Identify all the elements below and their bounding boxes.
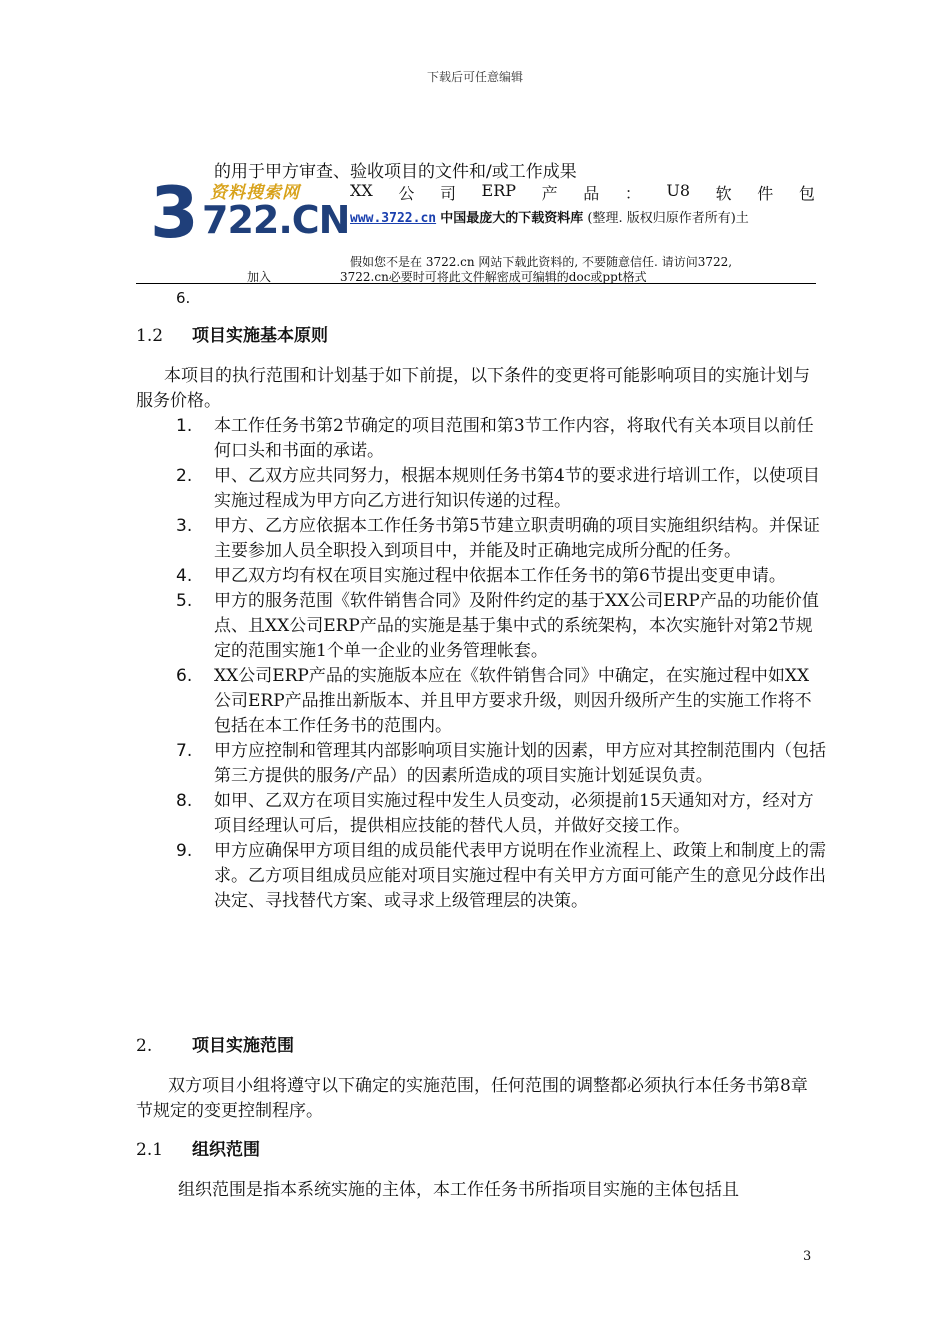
list-item	[176, 464, 826, 514]
join-label: 加入	[247, 270, 272, 284]
header-word: 包	[798, 184, 815, 203]
section-title: 项目实施基本原则	[192, 326, 328, 346]
site-logo	[148, 172, 350, 254]
list-item-number: 6.	[176, 666, 193, 686]
site-link[interactable]: www.3722.cn	[350, 211, 437, 226]
copyright-note: (整理. 版权归原作者所有)土	[587, 211, 749, 226]
header-product-line	[350, 181, 815, 204]
header-word: U8	[666, 181, 691, 200]
list-item	[176, 789, 826, 839]
page-number: 3	[803, 1249, 812, 1264]
section-number: 2.1	[136, 1140, 164, 1160]
list-item	[176, 664, 826, 739]
section-2-intro: 双方项目小组将遵守以下确定的实施范围，任何范围的调整都必须执行本任务书第8章节规定的变更控制程序。	[136, 1076, 808, 1121]
section-title: 组织范围	[192, 1140, 260, 1160]
list-item-number: 3.	[176, 516, 193, 536]
section-heading-1-2	[136, 321, 328, 346]
logo-domain: 722.CN	[202, 198, 350, 242]
list-item-text: 甲方应确保甲方项目组的成员能代表甲方说明在作业流程上、政策上和制度上的需求。乙方项目组成员应能对项目实施过程中有关甲方方面可能产生的意见分歧作出决定、寻找替代方案、或寻求上级管理层的决策。	[214, 841, 826, 911]
header-word: 产	[541, 184, 558, 203]
header-word: 件	[757, 184, 774, 203]
list-item-text: 如甲、乙双方在项目实施过程中发生人员变动，必须提前15天通知对方，经对方项目经理认可后，提供相应技能的替代人员，并做好交接工作。	[214, 791, 814, 836]
section-2-1-intro: 组织范围是指本系统实施的主体，本工作任务书所指项目实施的主体包括且	[178, 1180, 739, 1200]
section-heading-2-1	[136, 1135, 260, 1160]
list-item	[176, 739, 826, 789]
section-heading-2	[136, 1031, 294, 1056]
list-item-number: 8.	[176, 791, 193, 811]
download-warning: 假如您不是在 3722.cn 网站下载此资料的, 不要随意信任. 请访问3722,	[350, 255, 733, 269]
header-word: ：	[624, 184, 641, 203]
list-item-text: 甲、乙双方应共同努力，根据本规则任务书第4节的要求进行培训工作，以使项目实施过程成为甲方向乙方进行知识传递的过程。	[214, 466, 820, 511]
list-item-number: 7.	[176, 741, 193, 761]
principles-list	[176, 414, 826, 914]
list-item	[176, 564, 826, 589]
header-word: XX	[350, 181, 373, 200]
header-word: 软	[715, 184, 732, 203]
logo-top-text: 资料搜索网	[210, 183, 300, 203]
header-word: 品	[583, 184, 600, 203]
section-number: 2.	[136, 1036, 153, 1056]
list-item	[176, 514, 826, 564]
list-item-text: 甲方、乙方应依据本工作任务书第5节建立职责明确的项目实施组织结构。并保证主要参加人员全职投入到项目中，并能及时正确地完成所分配的任务。	[214, 516, 820, 561]
header-divider	[136, 283, 816, 284]
list-item-text: 甲乙双方均有权在项目实施过程中依据本工作任务书的第6节提出变更申请。	[214, 566, 786, 586]
header-site-line	[350, 208, 820, 230]
logo-digit: 3	[150, 172, 197, 254]
section-1-2-intro: 本项目的执行范围和计划基于如下前提，以下条件的变更将可能影响项目的实施计划与服务价格。	[136, 366, 810, 411]
header-word: 司	[439, 184, 456, 203]
header-word: 公	[398, 184, 415, 203]
list-item-number: 2.	[176, 466, 193, 486]
stray-list-number: 6.	[176, 289, 191, 307]
list-item-text: XX公司ERP产品的实施版本应在《软件销售合同》中确定，在实施过程中如XX公司ERP产品推出新版本、并且甲方要求升级，则因升级所产生的实施工作将不包括在本工作任务书的范围内。	[214, 666, 812, 736]
page-top-note: 下载后可任意编辑	[426, 70, 523, 84]
previous-page-line: 的用于甲方审查、验收项目的文件和/或工作成果	[214, 162, 577, 182]
section-title: 项目实施范围	[192, 1036, 294, 1056]
list-item-number: 1.	[176, 416, 193, 436]
list-item	[176, 414, 826, 464]
list-item-number: 9.	[176, 841, 193, 861]
decrypt-note: 3722.cn必要时可将此文件解密成可编辑的doc或ppt格式	[340, 270, 647, 284]
list-item-text: 本工作任务书第2节确定的项目范围和第3节工作内容，将取代有关本项目以前任何口头和书面的承诺。	[214, 416, 814, 461]
list-item	[176, 589, 826, 664]
header-word: ERP	[481, 181, 517, 200]
list-item	[176, 839, 826, 914]
site-slogan: 中国最庞大的下载资料库	[440, 211, 584, 226]
list-item-number: 4.	[176, 566, 193, 586]
list-item-number: 5.	[176, 591, 193, 611]
list-item-text: 甲方的服务范围《软件销售合同》及附件约定的基于XX公司ERP产品的功能价值点、且XX公司ERP产品的实施是基于集中式的系统架构，本次实施针对第2节规定的范围实施1个单一企业的业务管理帐套。	[214, 591, 819, 661]
list-item-text: 甲方应控制和管理其内部影响项目实施计划的因素，甲方应对其控制范围内（包括第三方提供的服务/产品）的因素所造成的项目实施计划延误负责。	[214, 741, 826, 786]
section-number: 1.2	[136, 326, 164, 346]
